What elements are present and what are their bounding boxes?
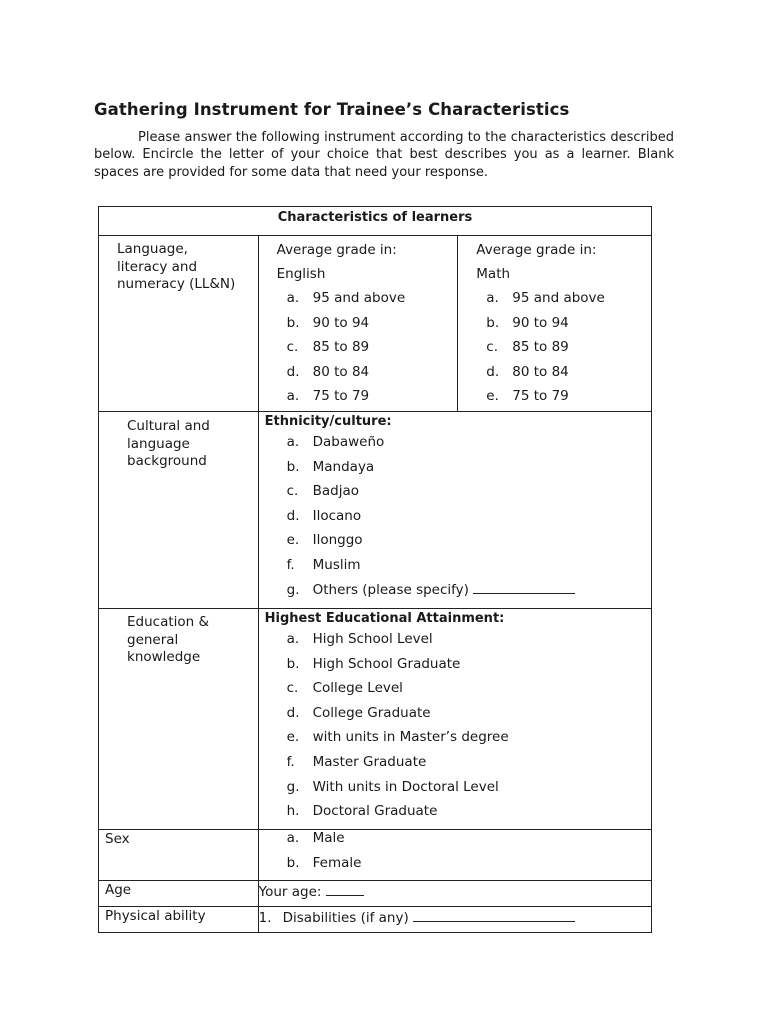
ethnicity-options <box>259 430 651 602</box>
disabilities-prompt: Disabilities (if any) <box>282 910 409 926</box>
category-line: language <box>127 435 190 452</box>
option-item[interactable] <box>486 311 651 336</box>
education-options <box>259 627 651 824</box>
physical-number: 1. <box>258 910 272 926</box>
option-item[interactable] <box>486 384 651 409</box>
option-letter: e. <box>286 729 300 746</box>
option-letter: d. <box>286 363 300 380</box>
option-item[interactable] <box>287 335 458 360</box>
category-culture <box>99 412 259 609</box>
option-item[interactable] <box>287 799 651 824</box>
option-letter: b. <box>486 314 500 331</box>
sex-options <box>259 826 651 875</box>
math-heading-line: Average grade in: <box>476 242 597 258</box>
option-item[interactable] <box>287 750 651 775</box>
option-letter: c. <box>286 680 299 697</box>
physical-cell <box>258 907 651 933</box>
option-letter: a. <box>286 830 300 846</box>
option-item[interactable] <box>287 826 651 851</box>
education-cell <box>258 609 651 830</box>
category-education <box>99 609 259 830</box>
disabilities-blank[interactable] <box>413 907 575 922</box>
option-letter: d. <box>286 507 300 524</box>
option-item[interactable] <box>287 504 651 529</box>
option-text: Badjao <box>312 483 360 500</box>
others-specify-blank[interactable] <box>473 579 575 594</box>
english-heading-line: Average grade in: <box>276 242 397 258</box>
culture-cell <box>258 412 651 609</box>
age-prompt: Your age: <box>258 884 322 900</box>
english-grade-cell <box>258 236 458 412</box>
option-item[interactable] <box>287 701 651 726</box>
english-heading <box>259 236 458 286</box>
option-text: 95 and above <box>312 290 406 306</box>
category-line: knowledge <box>127 649 201 665</box>
option-item[interactable] <box>287 553 651 578</box>
option-item[interactable] <box>287 627 651 652</box>
instructions-text: Please answer the following instrument according to the characteristics described below. Encircle the letter of your choice that best describes you as a learner. Blank spaces are provided for some data that need your response. <box>94 130 674 180</box>
option-letter: g. <box>286 778 300 795</box>
category-physical: Physical ability <box>99 907 259 933</box>
option-item[interactable] <box>287 455 651 480</box>
option-text: Mandaya <box>312 458 375 475</box>
education-heading: Highest Educational Attainment: <box>264 611 505 626</box>
option-item[interactable] <box>287 286 458 311</box>
option-letter: d. <box>486 363 500 380</box>
category-line: Language, <box>117 241 188 257</box>
option-text: Ilonggo <box>312 532 363 549</box>
category-line: background <box>127 453 207 469</box>
option-item[interactable] <box>287 430 651 455</box>
option-text: Doctoral Graduate <box>312 803 438 820</box>
option-letter: e. <box>286 532 300 549</box>
option-text: High School Graduate <box>312 655 461 672</box>
option-letter: c. <box>486 339 498 356</box>
option-item[interactable] <box>287 528 651 553</box>
option-text: 85 to 89 <box>312 339 370 356</box>
option-text: Female <box>312 854 362 871</box>
option-item[interactable] <box>486 335 651 360</box>
option-letter: a. <box>486 290 499 306</box>
option-item[interactable] <box>486 286 651 311</box>
category-llan <box>99 236 259 412</box>
option-text: College Level <box>312 680 403 697</box>
option-item[interactable] <box>287 676 651 701</box>
option-letter: d. <box>286 704 300 721</box>
option-letter: b. <box>286 458 300 475</box>
math-heading <box>458 236 651 286</box>
option-text: With units in Doctoral Level <box>312 778 499 795</box>
ethnicity-heading: Ethnicity/culture: <box>264 414 392 429</box>
option-item[interactable] <box>486 360 651 385</box>
option-letter: b. <box>286 655 300 672</box>
option-item[interactable] <box>287 578 651 603</box>
option-item[interactable] <box>287 652 651 677</box>
category-line: numeracy (LL&N) <box>117 276 236 292</box>
option-letter: f. <box>286 556 295 573</box>
option-item[interactable] <box>287 725 651 750</box>
option-letter: g. <box>286 581 300 598</box>
option-letter: a. <box>286 631 300 647</box>
option-text: Dabaweño <box>312 434 385 450</box>
option-text: 80 to 84 <box>312 363 370 380</box>
option-letter: a. <box>286 290 300 306</box>
option-letter: b. <box>286 314 300 331</box>
option-text: 75 to 79 <box>312 388 370 405</box>
option-text: with units in Master’s degree <box>312 729 509 746</box>
option-text: High School Level <box>312 631 433 647</box>
option-text: Others (please specify) <box>312 581 469 598</box>
category-line: literacy and <box>117 258 198 275</box>
option-item[interactable] <box>287 775 651 800</box>
option-letter: c. <box>286 483 299 500</box>
sex-cell <box>258 830 651 881</box>
option-item[interactable] <box>287 851 651 876</box>
age-cell <box>258 881 651 907</box>
option-text: College Graduate <box>312 704 431 721</box>
english-heading-subject: English <box>276 266 326 282</box>
option-letter: a. <box>286 388 300 405</box>
option-item[interactable] <box>287 311 458 336</box>
option-letter: b. <box>286 854 300 871</box>
option-text: Muslim <box>312 556 361 573</box>
option-item[interactable] <box>287 360 458 385</box>
option-letter: a. <box>286 434 300 450</box>
option-text: 85 to 89 <box>512 339 569 356</box>
option-text: 95 and above <box>512 290 605 306</box>
category-sex: Sex <box>99 830 259 881</box>
category-line: Education & <box>127 614 210 630</box>
table-header: Characteristics of learners <box>99 207 652 236</box>
option-letter: e. <box>486 388 499 405</box>
math-grade-cell <box>458 236 652 412</box>
characteristics-table <box>98 206 652 933</box>
category-line: general <box>127 631 179 648</box>
option-text: 90 to 94 <box>312 314 370 331</box>
option-text: Male <box>312 830 345 846</box>
option-item[interactable] <box>287 479 651 504</box>
instructions-paragraph <box>94 129 674 181</box>
category-age: Age <box>99 881 259 907</box>
english-options <box>259 286 458 409</box>
document-title: Gathering Instrument for Trainee’s Characteristics <box>94 100 570 119</box>
option-item[interactable] <box>287 384 458 409</box>
option-letter: h. <box>286 803 300 820</box>
option-letter: f. <box>286 753 295 770</box>
option-text: Ilocano <box>312 507 362 524</box>
math-options <box>458 286 651 409</box>
option-letter: c. <box>286 339 299 356</box>
option-text: Master Graduate <box>312 753 427 770</box>
math-heading-subject: Math <box>476 266 511 282</box>
option-text: 75 to 79 <box>512 388 569 405</box>
option-text: 80 to 84 <box>512 363 569 380</box>
age-blank[interactable] <box>326 881 364 896</box>
option-text: 90 to 94 <box>512 314 569 331</box>
category-line: Cultural and <box>127 418 210 434</box>
